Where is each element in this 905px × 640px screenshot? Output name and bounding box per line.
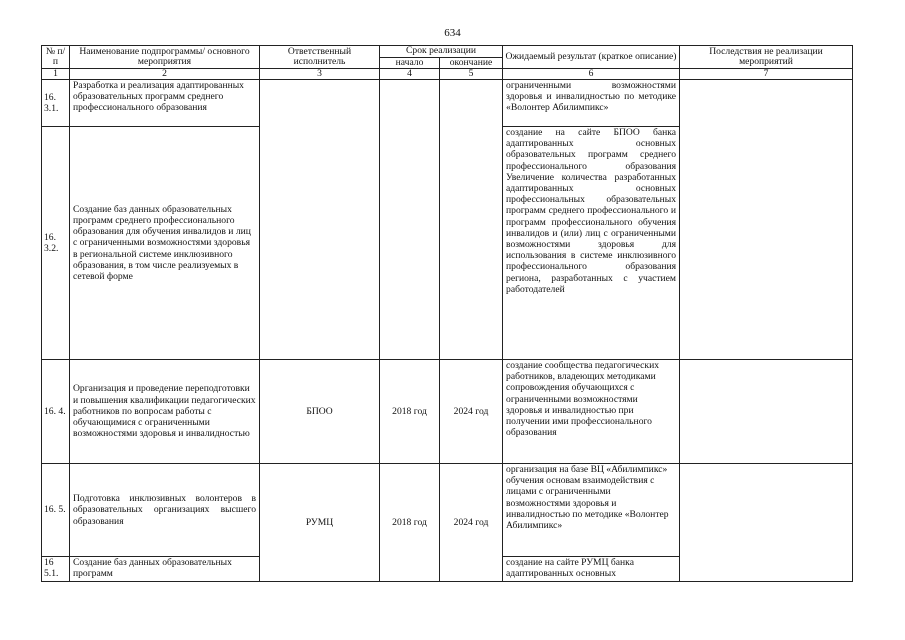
header-row: [42, 46, 853, 58]
row-responsible: РУМЦ: [260, 464, 380, 582]
column-index: 4: [380, 69, 440, 80]
header-num: № п/п: [42, 46, 70, 69]
row-name: Подготовка инклюзивных волонтеров в образовательных организациях высшего образования: [70, 464, 260, 557]
row-number: 16. 4.: [42, 360, 70, 464]
header-start: начало: [380, 57, 440, 69]
header-end: окончание: [440, 57, 503, 69]
row-start: 2018 год: [380, 360, 440, 464]
column-index: 3: [260, 69, 380, 80]
table-row: [42, 80, 853, 127]
row-consequences: [680, 464, 853, 582]
table-row: [42, 464, 853, 557]
header-responsible: Ответственный исполнитель: [260, 46, 380, 69]
header-period: Срок реализации: [380, 46, 503, 58]
column-index: 1: [42, 69, 70, 80]
row-consequences: [680, 360, 853, 464]
column-index-row: [42, 69, 853, 80]
row-end: 2024 год: [440, 464, 503, 582]
row-responsible: БПОО: [260, 360, 380, 464]
row-result: ограниченными возможностями здоровья и инвалидностью по методике «Волонтер Абилимпикс»: [503, 80, 680, 127]
row-number: 16. 3.1.: [42, 80, 70, 127]
column-index: 7: [680, 69, 853, 80]
row-name: Организация и проведение переподготовки и повышения квалификации педагогических работников по вопросам работы с обучающимися с ограниченными возможностями здоровья и инвалидностью: [70, 360, 260, 464]
table-row: [42, 360, 853, 464]
program-table: [41, 45, 853, 582]
row-number: 16. 5.: [42, 464, 70, 557]
row-result: создание на сайте РУМЦ банка адаптированных основных: [503, 557, 680, 582]
column-index: 6: [503, 69, 680, 80]
row-result: создание на сайте БПОО банка адаптированных основных образовательных программ среднего профессионального образования Увеличение количества разработанных адаптированных основных профессиональных образовательных программ среднего профессионального и программ профессионального обучения инвалидов и (или) лиц с ограниченными возможностями здоровья для использования в системе инклюзивного профессионального образования региона, разработанных с участием работодателей: [503, 127, 680, 360]
row-name: Разработка и реализация адаптированных образовательных программ среднего профессионального образования: [70, 80, 260, 127]
row-consequences: [680, 80, 853, 360]
row-responsible: [260, 80, 380, 360]
row-number: 16. 3.2.: [42, 127, 70, 360]
row-name: Создание баз данных образовательных программ среднего профессионального образования для обучения инвалидов и лиц с ограниченными возможностями здоровья в региональной системе инклюзивного образования, в том числе реализуемых в сетевой форме: [70, 127, 260, 360]
row-start: 2018 год: [380, 464, 440, 582]
row-result: организация на базе ВЦ «Абилимпикс» обучения основам взаимодействия с лицами с ограниченными возможностями здоровья и инвалидностью по методике «Волонтер Абилимпикс»: [503, 464, 680, 557]
row-end: 2024 год: [440, 360, 503, 464]
header-result: Ожидаемый результат (краткое описание): [503, 46, 680, 69]
page-number: 634: [444, 27, 461, 39]
row-name: Создание баз данных образовательных программ: [70, 557, 260, 582]
row-end: [440, 80, 503, 360]
column-index: 2: [70, 69, 260, 80]
column-index: 5: [440, 69, 503, 80]
header-consequences: Последствия не реализации мероприятий: [680, 46, 853, 69]
row-number: 16 5.1.: [42, 557, 70, 582]
row-start: [380, 80, 440, 360]
header-name: Наименование подпрограммы/ основного мероприятия: [70, 46, 260, 69]
row-result: создание сообщества педагогических работников, владеющих методиками сопровождения обучающихся с ограниченными возможностями здоровья и инвалидностью при получении ими профессионального образования: [503, 360, 680, 464]
